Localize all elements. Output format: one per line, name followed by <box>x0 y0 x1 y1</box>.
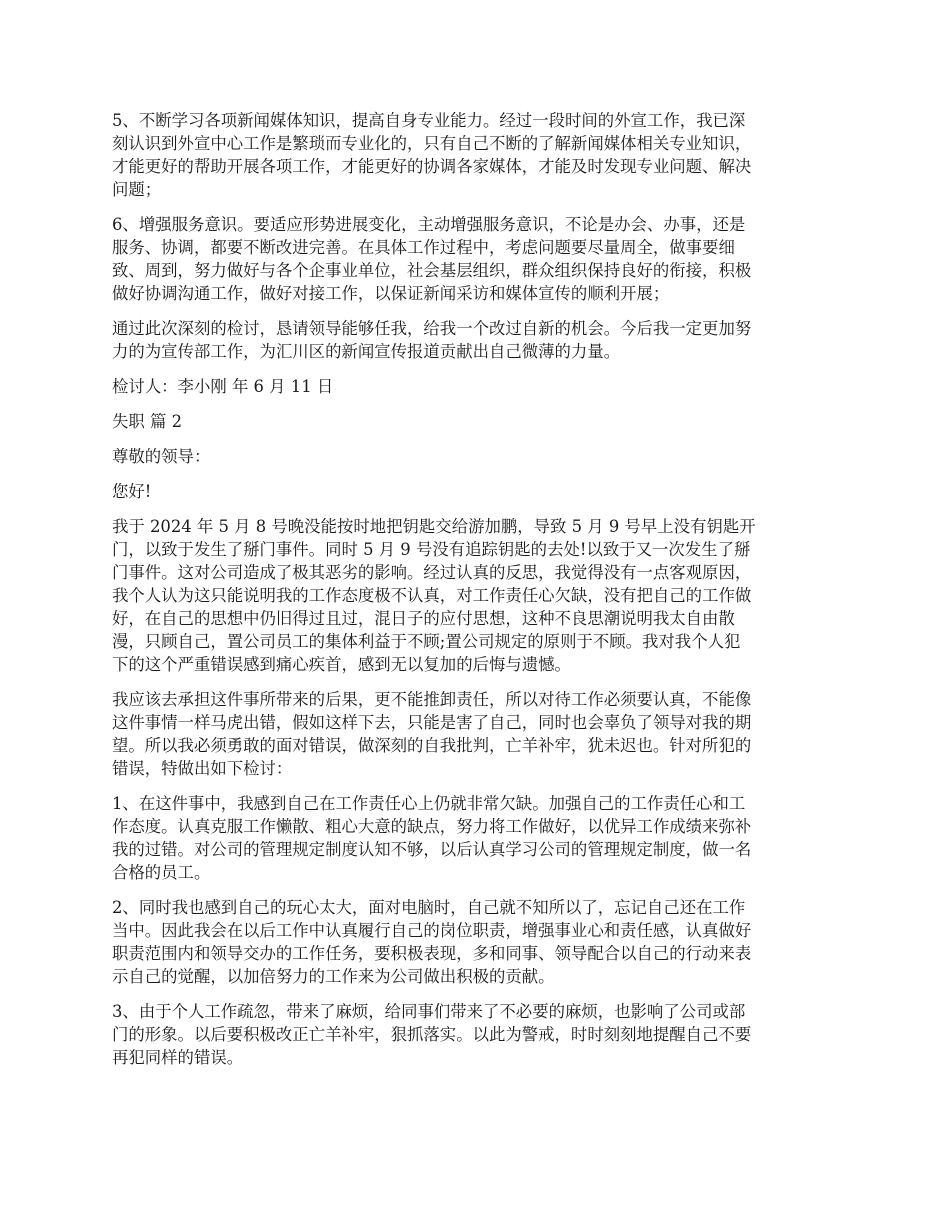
body-paragraph-incident: 我于 2024 年 5 月 8 号晚没能按时地把钥匙交给游加鹏，导致 5 月 9 号早上没有钥匙开 门，以致于发生了掰门事件。同时 5 月 9 号没有追踪钥匙的去处!以致于又一次发生了掰 门事件。这对公司造成了极其恶劣的影响。经过认真的反思，我觉得没有一点客观原因， 我个人认为这只能说明我的工作态度极不认真，对工作责任心欠缺，没有把自己的工作做 好，在自己的思想中仍旧得过且过，混日子的应付思想，这种不良思潮说明我太自由散 漫，只顾自己，置公司员工的集体利益于不顾;置公司规定的原则于不顾。我对我个人犯 下的这个严重错误感到痛心疾首，感到无以复加的后悔与遗憾。 <box>112 517 756 674</box>
document-page <box>112 109 842 1081</box>
closing-paragraph: 通过此次深刻的检讨，恳请领导能够任我，给我一个改过自新的机会。今后我一定更加努 力的为宣传部工作，为汇川区的新闻宣传报道贡献出自己微薄的力量。 <box>112 319 752 361</box>
body-paragraph-responsibility: 我应该去承担这件事所带来的后果，更不能推卸责任，所以对待工作必须要认真，不能像 这件事情一样马虎出错，假如这样下去，只能是害了自己，同时也会辜负了领导对我的期 望。所以我必须勇敢的面对错误，做深刻的自我批判，亡羊补牢，犹未迟也。针对所犯的 错误，特做出如下检讨： <box>112 690 752 778</box>
paragraph-item-6: 6、增强服务意识。要适应形势进展变化，主动增强服务意识，不论是办会、办事，还是 服务、协调，都要不断改进完善。在具体工作过程中，考虑问题要尽量周全，做事要细 致、周到，努力做好与各个企事业单位，社会基层组织，群众组织保持良好的衔接，积极 做好协调沟通工作，做好对接工作，以保证新闻采访和媒体宣传的顺利开展； <box>112 215 752 303</box>
greeting: 您好! <box>112 482 152 501</box>
salutation: 尊敬的领导： <box>112 447 211 466</box>
review-item-1: 1、在这件事中，我感到自己在工作责任心上仍就非常欠缺。加强自己的工作责任心和工 作态度。认真克服工作懒散、粗心大意的缺点，努力将工作做好，以优异工作成绩来弥补 我的过错。对公司的管理规定制度认知不够，以后认真学习公司的管理规定制度，做一名 合格的员工。 <box>112 794 752 882</box>
paragraph-item-5: 5、不断学习各项新闻媒体知识，提高自身专业能力。经过一段时间的外宣工作，我已深 刻认识到外宣中心工作是繁琐而专业化的，只有自己不断的了解新闻媒体相关专业知识， 才能更好的帮助开展各项工作，才能更好的协调各家媒体，才能及时发现专业问题、解决 问题； <box>112 111 752 199</box>
signature-line: 检讨人：李小刚 年 6 月 11 日 <box>112 377 334 396</box>
section-title: 失职 篇 2 <box>112 412 183 431</box>
review-item-3: 3、由于个人工作疏忽，带来了麻烦，给同事们带来了不必要的麻烦，也影响了公司或部 门的形象。以后要积极改正亡羊补牢，狠抓落实。以此为警戒，时时刻刻地提醒自己不要 再犯同样的错误。 <box>112 1002 752 1067</box>
review-item-2: 2、同时我也感到自己的玩心太大，面对电脑时，自己就不知所以了，忘记自己还在工作 当中。因此我会在以后工作中认真履行自己的岗位职责，增强事业心和责任感，认真做好 职责范围内和领导交办的工作任务，要积极表现，多和同事、领导配合以自己的行动来表 示自己的觉醒，以加倍努力的工作来为公司做出积极的贡献。 <box>112 898 752 986</box>
